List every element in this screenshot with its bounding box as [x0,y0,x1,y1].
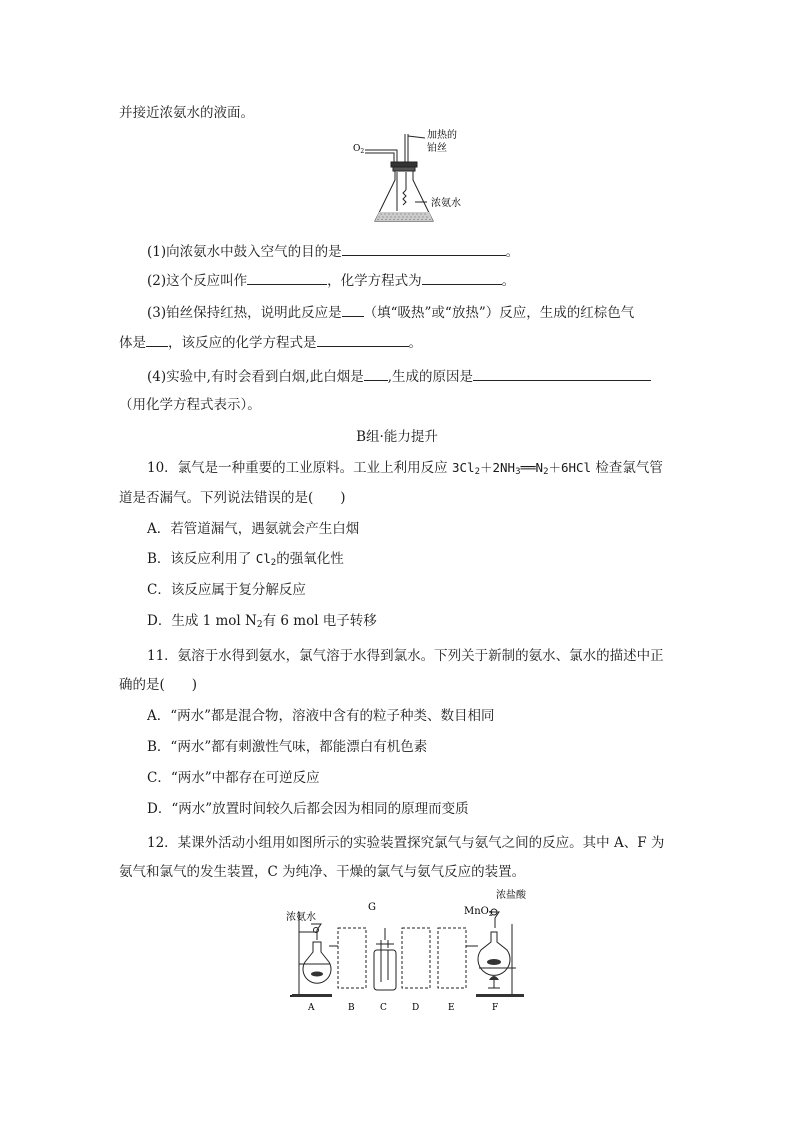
q9-part4-line1: (4)实验中,有时会看到白烟,此白烟是 ,生成的原因是 [147,366,651,386]
fig2-mno2-label: MnO$_2$ [464,906,493,918]
fig2-label-a: A [308,1003,315,1013]
fig1-heated-label: 加热的 [427,130,457,141]
fig2-label-f: F [492,1003,499,1013]
section-b-heading: B组·能力提升 [356,429,438,445]
q11-option-b: B．“两水”都有刺激性气味，都能漂白有机色素 [147,739,428,755]
figure-flask-apparatus [345,128,485,228]
q10-stem-line1: 10．氯气是一种重要的工业原料。工业上利用反应 $3Cl_2+2NH_3══N_2+6HCl$ 检查氯气管 [147,460,663,477]
q11-stem-line2: 确的是( ) [119,677,198,693]
fig2-label-e: E [448,1003,455,1013]
q10-option-b: B．该反应利用了 $Cl_2$的强氧化性 [147,551,344,568]
fig2-hcl-label: 浓盐酸 [496,890,526,901]
q9-part3-line1: (3)铂丝保持红热，说明此反应是 （填“吸热”或“放热”）反应，生成的红棕色气 [147,302,634,322]
fig1-pt-label: 铂丝 [427,143,447,154]
q9-part3-line2: 体是 ，该反应的化学方程式是 。 [119,332,422,352]
q12-stem-line1: 12．某课外活动小组用如图所示的实验装置探究氯气与氨气之间的反应。其中 A、F 为 [147,835,665,851]
fig1-ammonia-label: 浓氨水 [431,198,461,209]
fig2-label-c: C [380,1003,387,1013]
fig2-label-d: D [412,1003,420,1013]
figure-apparatus-a-f [284,884,534,1016]
q11-option-a: A．“两水”都是混合物，溶液中含有的粒子种类、数目相同 [147,708,495,724]
intro-text: 并接近浓氨水的液面。 [119,105,254,121]
q11-stem-line1: 11．氨溶于水得到氨水，氯气溶于水得到氯水。下列关于新制的氨水、氯水的描述中正 [147,648,664,664]
fig1-o2-label: $O_2$ [353,144,365,155]
q11-option-c: C．“两水”中都存在可逆反应 [147,770,320,786]
q9-part4-line2: （用化学方程式表示）。 [119,397,261,413]
q9-part1: (1)向浓氨水中鼓入空气的目的是 。 [147,241,519,261]
fig2-ammonia-label: 浓氨水 [286,912,316,923]
q10-option-c: C．该反应属于复分解反应 [147,582,306,598]
q10-stem-line2: 道是否漏气。下列说法错误的是( ) [119,490,346,506]
q10-option-d: D．生成 1 mol $N_2$有 6 mol 电子转移 [147,613,377,630]
fig2-label-b: B [348,1003,355,1013]
q10-option-a: A．若管道漏气，遇氨就会产生白烟 [147,521,360,537]
fig2-g-label: G [368,902,376,913]
q9-part2: (2)这个反应叫作 ，化学方程式为 。 [147,270,515,290]
q11-option-d: D．“两水”放置时间较久后都会因为相同的原理而变质 [147,801,469,817]
q12-stem-line2: 氨气和氯气的发生装置，C 为纯净、干燥的氯气与氨气反应的装置。 [119,864,526,880]
